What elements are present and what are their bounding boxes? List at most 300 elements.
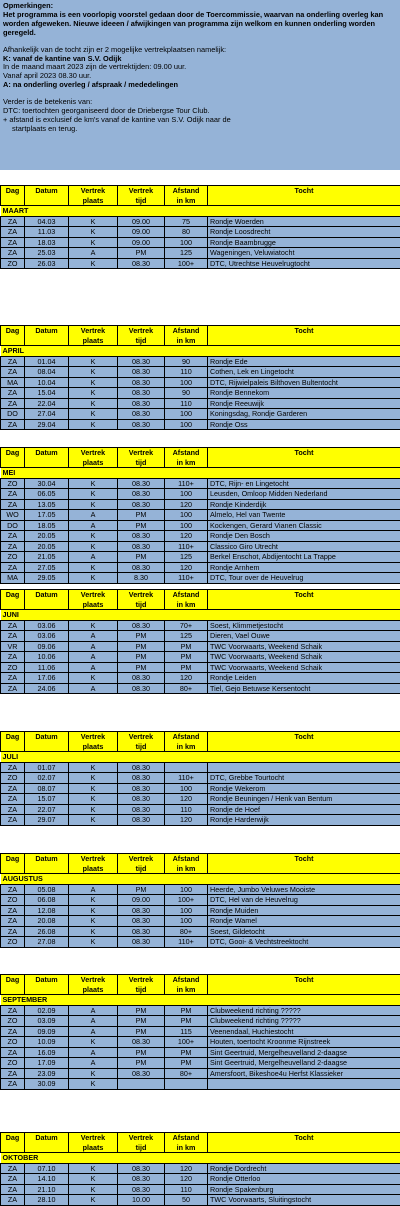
distance-cell: 120 — [165, 531, 208, 542]
start-place-cell: K — [69, 1068, 118, 1079]
start-time-cell: 08.30 — [118, 541, 165, 552]
distance-cell: PM — [165, 662, 208, 673]
table-row — [1, 1195, 400, 1206]
tour-cell: DTC, Utrechtse Heuvelrugtocht — [208, 258, 400, 269]
distance-cell: PM — [165, 1016, 208, 1027]
start-time-cell: 08.30 — [118, 398, 165, 409]
table-row — [1, 573, 400, 584]
header-tour-line2 — [208, 985, 400, 995]
tour-cell: Rondje Woerden — [208, 216, 400, 227]
start-place-cell: K — [69, 367, 118, 378]
day-cell: ZA — [1, 398, 25, 409]
header-distance-line2: in km — [165, 196, 208, 206]
start-time-cell: PM — [118, 631, 165, 642]
date-cell: 14.10 — [25, 1174, 69, 1185]
header-day-line2 — [1, 1143, 25, 1153]
distance-cell: 100+ — [165, 895, 208, 906]
distance-cell: 70+ — [165, 620, 208, 631]
start-place-cell: K — [69, 1037, 118, 1048]
start-time-cell: 08.30 — [118, 905, 165, 916]
distance-cell: 110+ — [165, 937, 208, 948]
day-cell: ZO — [1, 552, 25, 563]
distance-cell: 80+ — [165, 683, 208, 694]
date-cell: 29.04 — [25, 419, 69, 430]
date-cell: 27.04 — [25, 409, 69, 420]
table-row — [1, 762, 400, 773]
header-start-time-line2: tijd — [118, 600, 165, 610]
header-tour-line2 — [208, 600, 400, 610]
distance-cell — [165, 762, 208, 773]
day-cell: ZA — [1, 531, 25, 542]
start-place-cell: K — [69, 409, 118, 420]
header-day: Dag — [1, 326, 25, 336]
table-row — [1, 356, 400, 367]
start-time-cell: 8.30 — [118, 573, 165, 584]
date-cell: 08.04 — [25, 367, 69, 378]
table-row — [1, 216, 400, 227]
table-row — [1, 652, 400, 663]
header-start-time: Vertrek — [118, 186, 165, 196]
start-time-cell: 08.30 — [118, 916, 165, 927]
tour-cell: Rondje Ede — [208, 356, 400, 367]
start-time-cell: 08.30 — [118, 783, 165, 794]
distance-cell: 100 — [165, 489, 208, 500]
start-place-cell: K — [69, 356, 118, 367]
day-cell: ZA — [1, 388, 25, 399]
tour-cell — [208, 1079, 400, 1090]
header-day: Dag — [1, 186, 25, 196]
header-date: Datum — [25, 326, 69, 336]
tour-cell: Rondje Reeuwijk — [208, 398, 400, 409]
distance-cell: PM — [165, 1047, 208, 1058]
day-cell: ZO — [1, 1016, 25, 1027]
distance-cell: PM — [165, 652, 208, 663]
header-day-line2 — [1, 336, 25, 346]
header-day: Dag — [1, 590, 25, 600]
start-place-cell: K — [69, 794, 118, 805]
distance-cell: 100 — [165, 916, 208, 927]
dtc-explanation: DTC: toertochten georganiseerd door de Driebergse Tour Club. — [3, 107, 397, 116]
start-time-cell: 08.30 — [118, 773, 165, 784]
header-distance-line2: in km — [165, 458, 208, 468]
start-place-cell: A — [69, 641, 118, 652]
header-date-line2 — [25, 742, 69, 752]
start-place-cell: K — [69, 377, 118, 388]
start-time-cell: 08.30 — [118, 499, 165, 510]
start-place-cell: A — [69, 1026, 118, 1037]
day-cell: ZA — [1, 926, 25, 937]
header-date-line2 — [25, 985, 69, 995]
start-time-cell: 08.30 — [118, 1184, 165, 1195]
start-place-cell: K — [69, 258, 118, 269]
distance-cell: 100 — [165, 884, 208, 895]
header-start-time: Vertrek — [118, 732, 165, 742]
start-time-cell: 08.30 — [118, 367, 165, 378]
day-cell: ZA — [1, 237, 25, 248]
start-place-a: A: na onderling overleg / afspraak / mededelingen — [3, 81, 397, 90]
date-cell: 20.05 — [25, 541, 69, 552]
tour-cell: Rondje Bennekom — [208, 388, 400, 399]
header-day: Dag — [1, 854, 25, 864]
start-time-cell: 08.30 — [118, 673, 165, 684]
table-row — [1, 541, 400, 552]
start-place-cell: K — [69, 916, 118, 927]
table-row — [1, 1037, 400, 1048]
table-row — [1, 815, 400, 826]
month-label: AUGUSTUS — [1, 874, 400, 885]
distance-cell: PM — [165, 641, 208, 652]
header-start-time: Vertrek — [118, 854, 165, 864]
month-table-juni — [0, 589, 400, 694]
date-cell: 29.05 — [25, 573, 69, 584]
header-day: Dag — [1, 448, 25, 458]
day-cell: ZA — [1, 1026, 25, 1037]
date-cell: 09.09 — [25, 1026, 69, 1037]
table-row — [1, 683, 400, 694]
date-cell: 22.04 — [25, 398, 69, 409]
meaning-text: Verder is de betekenis van: — [3, 98, 397, 107]
date-cell: 03.06 — [25, 631, 69, 642]
tour-cell: Kockengen, Gerard Vianen Classic — [208, 520, 400, 531]
day-cell: MA — [1, 377, 25, 388]
header-start-place: Vertrek — [69, 326, 118, 336]
month-label: MEI — [1, 468, 400, 479]
distance-cell: 110 — [165, 1184, 208, 1195]
tour-cell: Tiel, Gejo Betuwse Kersentocht — [208, 683, 400, 694]
header-date-line2 — [25, 600, 69, 610]
start-place-cell: K — [69, 237, 118, 248]
start-place-cell: A — [69, 884, 118, 895]
table-row — [1, 562, 400, 573]
table-row — [1, 895, 400, 906]
remarks-heading: Opmerkingen: — [3, 2, 397, 11]
start-place-cell: K — [69, 388, 118, 399]
table-row — [1, 926, 400, 937]
start-place-cell: K — [69, 773, 118, 784]
header-start-time-line2: tijd — [118, 864, 165, 874]
tour-cell: Rondje Spakenburg — [208, 1184, 400, 1195]
month-table-oktober — [0, 1132, 400, 1206]
header-start-place: Vertrek — [69, 975, 118, 985]
tour-cell: Houten, toertocht Kroonme Rijnstreek — [208, 1037, 400, 1048]
date-cell: 23.09 — [25, 1068, 69, 1079]
header-day: Dag — [1, 732, 25, 742]
start-time-cell: 08.30 — [118, 388, 165, 399]
start-place-cell: K — [69, 1195, 118, 1206]
header-day-line2 — [1, 196, 25, 206]
distance-cell: 110+ — [165, 773, 208, 784]
distance-cell: 80+ — [165, 1068, 208, 1079]
day-cell: ZA — [1, 1005, 25, 1016]
header-distance: Afstand — [165, 854, 208, 864]
date-cell: 26.08 — [25, 926, 69, 937]
date-cell: 12.08 — [25, 905, 69, 916]
start-place-cell: K — [69, 815, 118, 826]
header-start-place-line2: plaats — [69, 864, 118, 874]
date-cell: 11.06 — [25, 662, 69, 673]
tour-cell: Rondje Otterloo — [208, 1174, 400, 1185]
header-start-place: Vertrek — [69, 590, 118, 600]
start-time-cell: 08.30 — [118, 531, 165, 542]
start-time-cell: 10.00 — [118, 1195, 165, 1206]
header-tour: Tocht — [208, 1133, 400, 1143]
day-cell: ZA — [1, 227, 25, 238]
start-time-cell: 09.00 — [118, 237, 165, 248]
start-time-cell: 08.30 — [118, 620, 165, 631]
header-distance: Afstand — [165, 732, 208, 742]
table-row — [1, 1005, 400, 1016]
day-cell: ZA — [1, 1079, 25, 1090]
table-row — [1, 531, 400, 542]
remarks-panel — [0, 0, 400, 170]
start-place-cell: A — [69, 520, 118, 531]
start-place-cell: A — [69, 552, 118, 563]
tour-cell: Rondje Wamel — [208, 916, 400, 927]
distance-cell: 110+ — [165, 573, 208, 584]
header-tour-line2 — [208, 196, 400, 206]
tour-cell: Classico Giro Utrecht — [208, 541, 400, 552]
date-cell: 30.04 — [25, 478, 69, 489]
start-place-cell: K — [69, 762, 118, 773]
table-row — [1, 804, 400, 815]
start-time-cell: 08.30 — [118, 419, 165, 430]
date-cell: 15.07 — [25, 794, 69, 805]
table-row — [1, 1163, 400, 1174]
date-cell: 10.09 — [25, 1037, 69, 1048]
header-start-place-line2: plaats — [69, 985, 118, 995]
table-row — [1, 552, 400, 563]
distance-cell: 125 — [165, 631, 208, 642]
header-day: Dag — [1, 975, 25, 985]
date-cell: 27.05 — [25, 562, 69, 573]
tour-cell: Rondje Leiden — [208, 673, 400, 684]
tour-cell: Rondje Harderwijk — [208, 815, 400, 826]
day-cell: WO — [1, 510, 25, 521]
start-time-cell: 08.30 — [118, 1068, 165, 1079]
header-date: Datum — [25, 590, 69, 600]
tour-cell: Berkel Enschot, Abdijentocht La Trappe — [208, 552, 400, 563]
date-cell: 30.09 — [25, 1079, 69, 1090]
date-cell: 07.10 — [25, 1163, 69, 1174]
header-start-time-line2: tijd — [118, 458, 165, 468]
table-row — [1, 1079, 400, 1090]
header-distance: Afstand — [165, 186, 208, 196]
date-cell: 10.06 — [25, 652, 69, 663]
table-row — [1, 1068, 400, 1079]
table-row — [1, 916, 400, 927]
start-place-cell: K — [69, 1184, 118, 1195]
date-cell: 01.04 — [25, 356, 69, 367]
distance-cell: 100 — [165, 520, 208, 531]
start-place-k: K: vanaf de kantine van S.V. Odijk — [3, 55, 397, 64]
day-cell: ZA — [1, 216, 25, 227]
distance-cell: 120 — [165, 562, 208, 573]
distance-cell: 100 — [165, 409, 208, 420]
start-time-cell: PM — [118, 662, 165, 673]
tour-cell: Sint Geertruid, Mergelheuvelland 2-daagse — [208, 1058, 400, 1069]
date-cell: 08.07 — [25, 783, 69, 794]
table-row — [1, 520, 400, 531]
date-cell: 22.07 — [25, 804, 69, 815]
day-cell: ZA — [1, 884, 25, 895]
day-cell: ZA — [1, 541, 25, 552]
day-cell: ZA — [1, 916, 25, 927]
start-time-cell: 08.30 — [118, 794, 165, 805]
day-cell: ZO — [1, 662, 25, 673]
table-row — [1, 620, 400, 631]
day-cell: ZA — [1, 1195, 25, 1206]
header-distance-line2: in km — [165, 336, 208, 346]
month-label: JUNI — [1, 610, 400, 621]
header-distance: Afstand — [165, 975, 208, 985]
header-distance: Afstand — [165, 326, 208, 336]
start-time-cell: 08.30 — [118, 683, 165, 694]
day-cell: ZA — [1, 419, 25, 430]
plus-explanation-cont: startplaats en terug. — [3, 125, 397, 134]
header-day-line2 — [1, 600, 25, 610]
day-cell: ZO — [1, 937, 25, 948]
date-cell: 10.04 — [25, 377, 69, 388]
start-places-text: Afhankelijk van de tocht zijn er 2 mogelijke vertrekplaatsen namelijk: — [3, 46, 397, 55]
table-row — [1, 419, 400, 430]
plus-explanation: + afstand is exclusief de km's vanaf de kantine van S.V. Odijk naar de — [3, 116, 397, 125]
day-cell: ZA — [1, 673, 25, 684]
header-start-place: Vertrek — [69, 732, 118, 742]
start-time-cell: 08.30 — [118, 1163, 165, 1174]
month-label: MAART — [1, 206, 400, 217]
header-date: Datum — [25, 448, 69, 458]
start-time-cell: 09.00 — [118, 895, 165, 906]
month-label: JULI — [1, 752, 400, 763]
date-cell: 06.05 — [25, 489, 69, 500]
tour-cell: Clubweekend richting ????? — [208, 1005, 400, 1016]
header-start-time: Vertrek — [118, 448, 165, 458]
start-place-cell: A — [69, 662, 118, 673]
header-start-place-line2: plaats — [69, 458, 118, 468]
start-time-cell: 09.00 — [118, 216, 165, 227]
header-start-place-line2: plaats — [69, 196, 118, 206]
start-place-cell: K — [69, 926, 118, 937]
header-distance-line2: in km — [165, 864, 208, 874]
tour-cell: Rondje Beuningen / Henk van Bentum — [208, 794, 400, 805]
header-start-time-line2: tijd — [118, 196, 165, 206]
header-date: Datum — [25, 732, 69, 742]
table-row — [1, 794, 400, 805]
start-place-cell: K — [69, 499, 118, 510]
date-cell: 11.03 — [25, 227, 69, 238]
distance-cell: 90 — [165, 388, 208, 399]
start-place-cell: K — [69, 1079, 118, 1090]
day-cell: ZO — [1, 258, 25, 269]
table-row — [1, 1174, 400, 1185]
start-place-cell: K — [69, 573, 118, 584]
header-day-line2 — [1, 985, 25, 995]
start-place-cell: K — [69, 804, 118, 815]
date-cell: 17.05 — [25, 510, 69, 521]
day-cell: ZA — [1, 1068, 25, 1079]
start-time-cell: 09.00 — [118, 227, 165, 238]
header-date-line2 — [25, 458, 69, 468]
start-place-cell: K — [69, 478, 118, 489]
header-start-place-line2: plaats — [69, 1143, 118, 1153]
header-start-place: Vertrek — [69, 854, 118, 864]
start-place-cell: K — [69, 531, 118, 542]
date-cell: 28.10 — [25, 1195, 69, 1206]
start-place-cell: K — [69, 620, 118, 631]
tour-cell: Rondje Den Bosch — [208, 531, 400, 542]
start-place-cell: K — [69, 1174, 118, 1185]
distance-cell: 80 — [165, 227, 208, 238]
day-cell: ZA — [1, 356, 25, 367]
start-place-cell: A — [69, 1005, 118, 1016]
tour-cell: DTC, Rijn- en Lingetocht — [208, 478, 400, 489]
table-row — [1, 409, 400, 420]
header-distance: Afstand — [165, 590, 208, 600]
tour-cell: Rondje Arnhem — [208, 562, 400, 573]
header-date: Datum — [25, 1133, 69, 1143]
day-cell: ZA — [1, 499, 25, 510]
table-row — [1, 673, 400, 684]
start-time-cell: PM — [118, 510, 165, 521]
date-cell: 26.03 — [25, 258, 69, 269]
start-time-cell: PM — [118, 552, 165, 563]
day-cell: ZA — [1, 762, 25, 773]
start-time-cell: PM — [118, 884, 165, 895]
day-cell: ZA — [1, 631, 25, 642]
start-place-cell: A — [69, 652, 118, 663]
table-row — [1, 884, 400, 895]
start-place-cell: A — [69, 248, 118, 259]
tour-cell: Cothen, Lek en Lingetocht — [208, 367, 400, 378]
start-place-cell: A — [69, 1047, 118, 1058]
month-table-augustus — [0, 853, 400, 948]
tour-cell: Rondje Muiden — [208, 905, 400, 916]
distance-cell: 100+ — [165, 258, 208, 269]
start-time-cell: 08.30 — [118, 1174, 165, 1185]
distance-cell: 110+ — [165, 541, 208, 552]
tour-cell: Amersfoort, Bikeshoe4u Herfst Klassieker — [208, 1068, 400, 1079]
tour-cell: TWC Voorwaarts, Weekend Schaik — [208, 652, 400, 663]
header-day-line2 — [1, 864, 25, 874]
start-time-cell: PM — [118, 1016, 165, 1027]
header-start-time: Vertrek — [118, 590, 165, 600]
header-tour: Tocht — [208, 448, 400, 458]
header-distance-line2: in km — [165, 1143, 208, 1153]
header-tour: Tocht — [208, 732, 400, 742]
month-table-april — [0, 325, 400, 430]
start-place-cell: K — [69, 783, 118, 794]
day-cell: ZA — [1, 652, 25, 663]
table-row — [1, 1047, 400, 1058]
distance-cell: 100+ — [165, 1037, 208, 1048]
date-cell: 18.05 — [25, 520, 69, 531]
distance-cell: PM — [165, 1058, 208, 1069]
start-time-cell: 08.30 — [118, 804, 165, 815]
start-time-cell: PM — [118, 652, 165, 663]
table-row — [1, 510, 400, 521]
header-date: Datum — [25, 854, 69, 864]
tour-cell: Soest, Klimmetjestocht — [208, 620, 400, 631]
header-distance: Afstand — [165, 448, 208, 458]
table-row — [1, 641, 400, 652]
tour-cell: Rondje Kinderdijk — [208, 499, 400, 510]
month-table-juli — [0, 731, 400, 826]
tour-cell: Rondje Dordrecht — [208, 1163, 400, 1174]
header-tour: Tocht — [208, 854, 400, 864]
day-cell: ZA — [1, 794, 25, 805]
date-cell: 17.06 — [25, 673, 69, 684]
tour-cell: Sint Geertruid, Mergelheuvelland 2-daagse — [208, 1047, 400, 1058]
